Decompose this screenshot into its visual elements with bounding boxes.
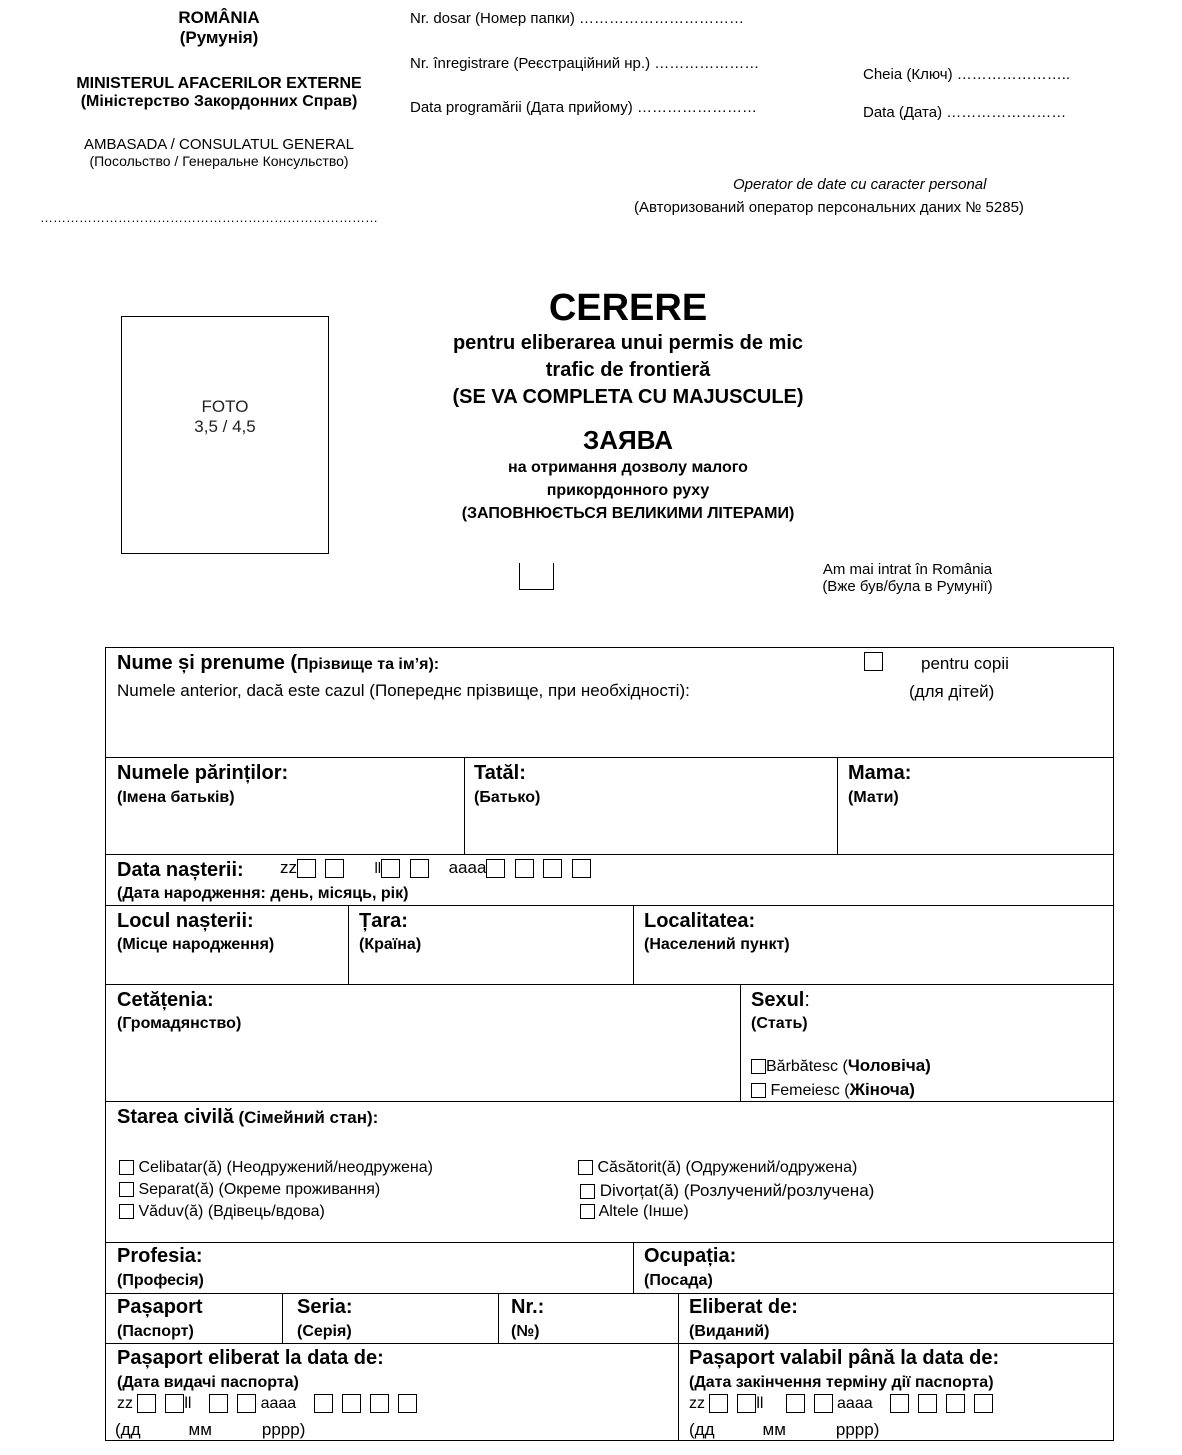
number-label: Nr.: xyxy=(511,1296,545,1318)
name-label xyxy=(117,652,439,675)
birth-place-label-ua: (Місце народження) xyxy=(117,936,275,953)
issued-day-hint: zz xyxy=(117,1394,133,1412)
citizenship-label: Cetățenia: xyxy=(117,989,214,1011)
row-profession xyxy=(105,1242,1114,1294)
issued-date-label-ua: (Дата видачі паспорта) xyxy=(117,1374,299,1391)
country-name-ua: (Румунія) xyxy=(179,28,259,47)
operator-label-ua: (Авторизований оператор персональних даних № 5285) xyxy=(634,199,1024,216)
birth-year-hint: aaaa xyxy=(448,858,487,877)
birth-place-label: Locul nașterii: xyxy=(117,910,254,932)
mother-label-ua: (Мати) xyxy=(848,789,899,806)
sex-label-text: Sexul xyxy=(751,989,805,1011)
ministry-block xyxy=(40,75,398,111)
single-checkbox[interactable] xyxy=(119,1160,134,1175)
civil-option-single[interactable] xyxy=(119,1159,433,1177)
row-parents xyxy=(105,757,1114,855)
other-checkbox[interactable] xyxy=(580,1204,595,1219)
registration-number-field[interactable]: Nr. înregistrare (Реєстраційний нр.) ………………… xyxy=(410,55,760,72)
issued-month-box-1[interactable] xyxy=(209,1394,228,1413)
valid-year-box-3[interactable] xyxy=(946,1394,965,1413)
row-birth-date xyxy=(105,854,1114,906)
issued-month-box-2[interactable] xyxy=(237,1394,256,1413)
children-checkbox[interactable] xyxy=(864,652,883,671)
birth-year-box-1[interactable] xyxy=(486,859,505,878)
date-field[interactable]: Data (Дата) …………………… xyxy=(863,104,1067,121)
photo-box xyxy=(121,316,329,554)
country-label: Țara: xyxy=(359,910,408,932)
male-checkbox[interactable] xyxy=(751,1059,766,1074)
birth-month-box-2[interactable] xyxy=(410,859,429,878)
issued-date-label: Pașaport eliberat la data de: xyxy=(117,1347,384,1369)
sex-label-ua: (Стать) xyxy=(751,1015,808,1032)
issued-day-box-1[interactable] xyxy=(137,1394,156,1413)
entered-romania-text: Am mai intrat în România xyxy=(822,561,993,578)
widowed-label: Văduv(ă) (Вдівець/вдова) xyxy=(138,1203,325,1220)
issued-mm: мм xyxy=(188,1420,212,1439)
birth-day-box-1[interactable] xyxy=(297,859,316,878)
birth-date-label: Data nașterii: xyxy=(117,859,244,881)
birth-year-box-4[interactable] xyxy=(572,859,591,878)
valid-date-format xyxy=(689,1420,879,1440)
valid-dd: (дд xyxy=(689,1420,715,1439)
file-number-field[interactable]: Nr. dosar (Номер папки) …………………………… xyxy=(410,10,745,27)
valid-day-hint: zz xyxy=(689,1394,705,1412)
prev-name-text: Numele anterior, dacă este cazul ( xyxy=(117,681,375,700)
parents-label-ua: (Імена батьків) xyxy=(117,789,235,806)
row-birth-place xyxy=(105,905,1114,985)
widowed-checkbox[interactable] xyxy=(119,1204,134,1219)
entered-romania-checkbox[interactable] xyxy=(519,563,554,590)
sex-label xyxy=(751,989,810,1012)
valid-date-label-ua: (Дата закінчення терміну дії паспорта) xyxy=(689,1374,994,1391)
valid-month-box-2[interactable] xyxy=(814,1394,833,1413)
issued-by-label-ua: (Виданий) xyxy=(689,1323,770,1340)
valid-yyyy: рррр) xyxy=(835,1420,880,1439)
issued-year-box-3[interactable] xyxy=(370,1394,389,1413)
issued-day-box-2[interactable] xyxy=(165,1394,184,1413)
valid-day-box-1[interactable] xyxy=(709,1394,728,1413)
title-ua-line2: прикордонного руху xyxy=(546,482,710,499)
birth-day-box-2[interactable] xyxy=(325,859,344,878)
mother-label: Mama: xyxy=(848,762,912,784)
title-block xyxy=(378,286,878,525)
number-label-ua: (№) xyxy=(511,1323,540,1340)
valid-year-hint: aaaa xyxy=(837,1394,873,1412)
valid-day-box-2[interactable] xyxy=(737,1394,756,1413)
birth-date-boxes[interactable] xyxy=(280,858,591,878)
title-ua-line3: (ЗАПОВНЮЄТЬСЯ ВЕЛИКИМИ ЛІТЕРАМИ) xyxy=(461,505,795,522)
entered-romania-label xyxy=(790,561,1025,595)
civil-status-text: Starea civilă xyxy=(117,1106,234,1128)
female-option[interactable] xyxy=(751,1080,915,1100)
photo-label xyxy=(122,397,328,437)
row-civil-status xyxy=(105,1101,1114,1243)
divorced-checkbox[interactable] xyxy=(580,1184,595,1199)
row-name xyxy=(105,647,1114,758)
title-line3: (SE VA COMPLETA CU MAJUSCULE) xyxy=(452,386,804,408)
citizenship-label-ua: (Громадянство) xyxy=(117,1015,242,1032)
birth-year-box-3[interactable] xyxy=(543,859,562,878)
valid-year-box-4[interactable] xyxy=(974,1394,993,1413)
parents-label: Numele părinților: xyxy=(117,762,289,784)
issued-by-label: Eliberat de: xyxy=(689,1296,798,1318)
profession-label-ua: (Професія) xyxy=(117,1272,204,1289)
row-passport-dates xyxy=(105,1343,1114,1441)
photo-label-line1: FOTO xyxy=(201,397,249,416)
locality-label-ua: (Населений пункт) xyxy=(644,936,790,953)
sex-label-colon: : xyxy=(804,989,810,1011)
country-name: ROMÂNIA xyxy=(178,8,260,27)
civil-option-widowed[interactable] xyxy=(119,1203,325,1221)
valid-year-box-1[interactable] xyxy=(890,1394,909,1413)
valid-date-boxes[interactable] xyxy=(689,1394,993,1413)
page-title-ua: ЗАЯВА xyxy=(582,425,673,455)
issued-year-box-4[interactable] xyxy=(398,1394,417,1413)
entered-romania-text-ua: (Вже був/була в Румунії) xyxy=(822,578,993,595)
valid-month-hint: ll xyxy=(756,1394,764,1412)
female-label: Femeiesc ( xyxy=(770,1082,850,1099)
valid-month-box-1[interactable] xyxy=(786,1394,805,1413)
embassy-block xyxy=(40,136,398,169)
issued-year-box-1[interactable] xyxy=(314,1394,333,1413)
valid-date-label: Pașaport valabil până la data de: xyxy=(689,1347,1000,1369)
civil-option-other[interactable] xyxy=(580,1203,689,1221)
separated-label: Separat(ă) (Окреме проживання) xyxy=(138,1181,381,1198)
other-label: Altele (Інше) xyxy=(598,1203,689,1220)
children-label-ua: (для дітей) xyxy=(909,682,995,701)
ministry-name: MINISTERUL AFACERILOR EXTERNE xyxy=(76,75,362,92)
civil-option-married[interactable] xyxy=(578,1159,857,1177)
prev-name-ua: Попереднє прізвище, при необхідності): xyxy=(374,681,690,700)
appointment-date-field[interactable]: Data programării (Дата прийому) …………………… xyxy=(410,99,757,116)
passport-label: Pașaport xyxy=(117,1296,203,1318)
title-line1: pentru eliberarea unui permis de mic xyxy=(452,332,804,354)
photo-label-line2: 3,5 / 4,5 xyxy=(194,417,256,436)
birth-year-box-2[interactable] xyxy=(515,859,534,878)
row-passport xyxy=(105,1293,1114,1344)
embassy-dotted-line: …………………………………………………………………… xyxy=(40,210,378,225)
series-label: Seria: xyxy=(297,1296,353,1318)
locality-label: Localitatea: xyxy=(644,910,756,932)
country-label-ua: (Країна) xyxy=(359,936,422,953)
prev-name-label xyxy=(117,681,690,701)
separated-checkbox[interactable] xyxy=(119,1182,134,1197)
male-label-ua: Чоловіча) xyxy=(847,1056,931,1075)
operator-label: Operator de date cu caracter personal xyxy=(733,176,987,193)
row-citizenship xyxy=(105,984,1114,1102)
children-label: pentru copii xyxy=(921,654,1009,673)
country-title xyxy=(60,8,378,48)
embassy-name: AMBASADA / CONSULATUL GENERAL xyxy=(83,136,355,153)
key-field[interactable]: Cheia (Ключ) ………………….. xyxy=(863,66,1071,83)
birth-month-hint: ll xyxy=(374,859,382,877)
occupation-label: Ocupația: xyxy=(644,1245,737,1267)
page-title: CERERE xyxy=(548,287,708,329)
female-checkbox[interactable] xyxy=(751,1083,766,1098)
issued-date-boxes[interactable] xyxy=(117,1394,417,1413)
issued-yyyy: рррр) xyxy=(261,1420,306,1439)
married-label: Căsătorit(ă) (Одружений/одружена) xyxy=(597,1159,858,1176)
birth-month-box-1[interactable] xyxy=(381,859,400,878)
series-label-ua: (Серія) xyxy=(297,1323,352,1340)
single-label: Celibatar(ă) (Неодружений/неодружена) xyxy=(138,1159,433,1176)
male-label: Bărbătesc ( xyxy=(766,1058,848,1075)
issued-year-box-2[interactable] xyxy=(342,1394,361,1413)
embassy-name-ua: (Посольство / Генеральне Консульство) xyxy=(89,153,349,169)
father-label-ua: (Батько) xyxy=(474,789,541,806)
civil-status-label xyxy=(117,1106,378,1129)
profession-label: Profesia: xyxy=(117,1245,203,1267)
father-label: Tatăl: xyxy=(474,762,526,784)
civil-option-separated[interactable] xyxy=(119,1181,380,1199)
male-option[interactable] xyxy=(751,1056,931,1076)
married-checkbox[interactable] xyxy=(578,1160,593,1175)
title-line2: trafic de frontieră xyxy=(545,359,711,381)
issued-year-hint: aaaa xyxy=(260,1394,297,1412)
passport-label-ua: (Паспорт) xyxy=(117,1323,194,1340)
occupation-label-ua: (Посада) xyxy=(644,1272,713,1289)
valid-year-box-2[interactable] xyxy=(918,1394,937,1413)
title-ua-line1: на отримання дозволу малого xyxy=(508,459,748,476)
issued-dd: (дд xyxy=(115,1420,141,1439)
civil-status-ua: (Сімейний стан): xyxy=(233,1108,379,1127)
female-label-ua: Жіноча) xyxy=(849,1080,915,1099)
issued-date-format xyxy=(115,1420,305,1440)
ministry-name-ua: (Міністерство Закордонних Справ) xyxy=(80,93,358,110)
name-label-text: Nume și prenume ( xyxy=(117,652,298,674)
birth-day-hint: zz xyxy=(280,858,297,877)
civil-option-divorced[interactable] xyxy=(580,1181,874,1201)
issued-month-hint: ll xyxy=(184,1394,192,1412)
name-label-ua: Прізвище та ім’я): xyxy=(297,656,440,673)
valid-mm: мм xyxy=(762,1420,786,1439)
birth-date-label-ua: (Дата народження: день, місяць, рік) xyxy=(117,885,409,902)
divorced-label: Divorțat(ă) (Розлучений/розлучена) xyxy=(599,1181,875,1200)
